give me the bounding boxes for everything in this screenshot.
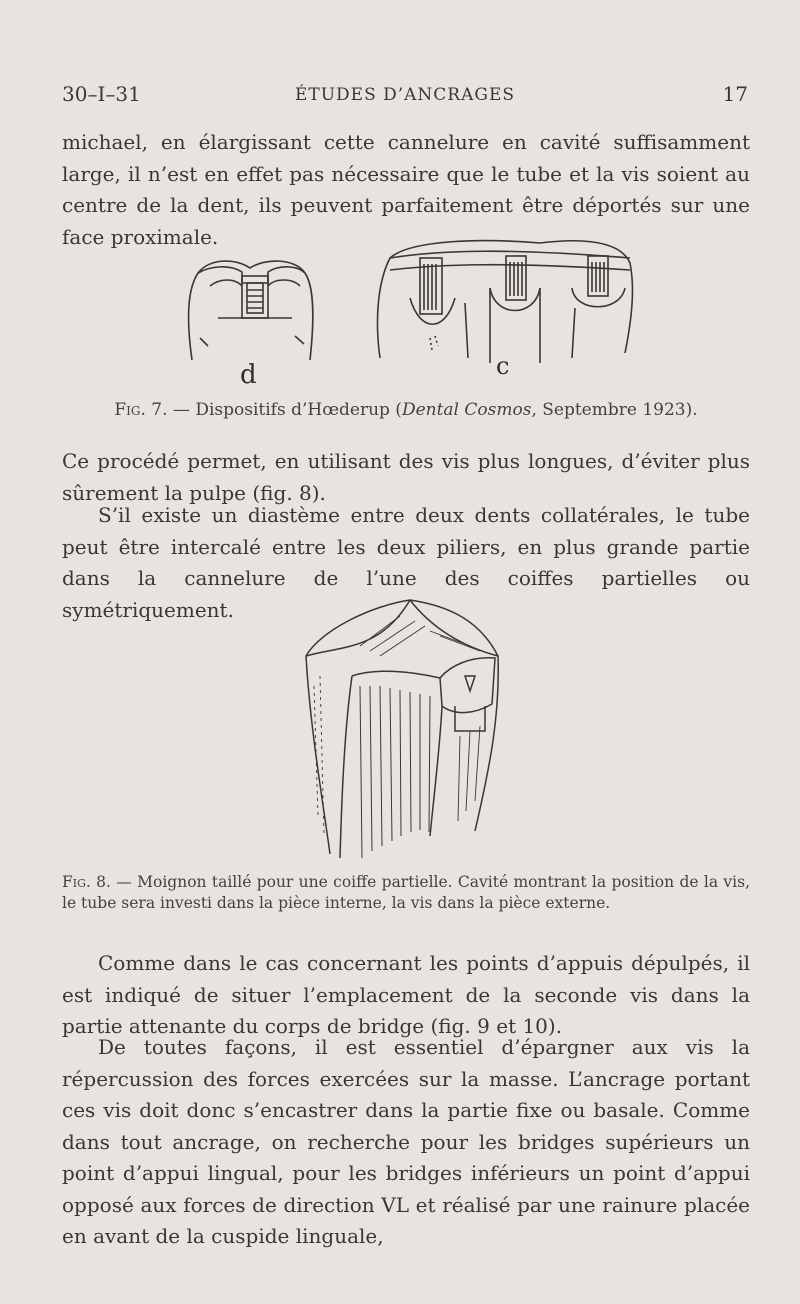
figure-8-caption (62, 872, 750, 914)
paragraph-1: michael, en élargissant cette cannelure en cavité suffisamment large, il n’est en effet pas nécessaire que le tube et la vis soient au centre de la dent, ils peuvent parfaitement être déportés sur une face proximale. (62, 130, 750, 249)
figure-7-caption-prefix: Fig. 7. (114, 400, 168, 420)
tooth-d-drawing (189, 261, 313, 360)
header-title: ÉTUDES D’ANCRAGES (294, 85, 516, 105)
header-left: 30–I–31 (62, 82, 141, 106)
paragraph-4: Comme dans le cas concernant les points d’appuis dépulpés, il est indiqué de situer l’emplacement de la seconde vis dans la partie attenante du corps de bridge (fig. 9 et 10). (62, 951, 750, 1038)
figure-8-illustration (300, 596, 510, 866)
figure-7-caption (62, 400, 750, 420)
figure-7-label-c: c (496, 352, 510, 380)
figure-8-caption-prefix: Fig. 8. (62, 873, 111, 891)
figure-7-illustration (180, 228, 640, 378)
page-number: 17 (722, 82, 748, 106)
figure-7-label-d: d (240, 360, 257, 390)
paragraph-3: S’il existe un diastème entre deux dents collatérales, le tube peut être intercalé entre les deux piliers, en plus grande partie dans la cannelure de l’une des coiffes partielles ou symétriquement. (62, 503, 750, 622)
paragraph-5: De toutes façons, il est essentiel d’épargner aux vis la répercussion des forces exercées sur la masse. L’ancrage portant ces vis doit donc s’encastrer dans la partie fixe ou basale. Comme dans tout ancrage, on recherche pour les bridges supérieurs un point d’appui lingual, pour les bridges inférieurs un point d’appui opposé aux forces de direction VL et réalisé par une rainure placée en avant de la cuspide linguale, (62, 1035, 750, 1248)
figure-7-caption-text: — Dispositifs d’Hœderup ( (172, 400, 402, 420)
teeth-c-drawing (377, 241, 632, 363)
paragraph-2: Ce procédé permet, en utilisant des vis plus longues, d’éviter plus sûrement la pulpe (fig. 8). (62, 449, 750, 505)
figure-7-caption-source: Dental Cosmos (401, 400, 532, 420)
running-header (62, 82, 748, 112)
figure-7-caption-date: , Septembre 1923). (531, 400, 698, 420)
figure-8-caption-text: — Moignon taillé pour une coiffe partielle. Cavité montrant la position de la vis, le tube sera investi dans la pièce interne, la vis dans la pièce externe. (62, 873, 751, 912)
